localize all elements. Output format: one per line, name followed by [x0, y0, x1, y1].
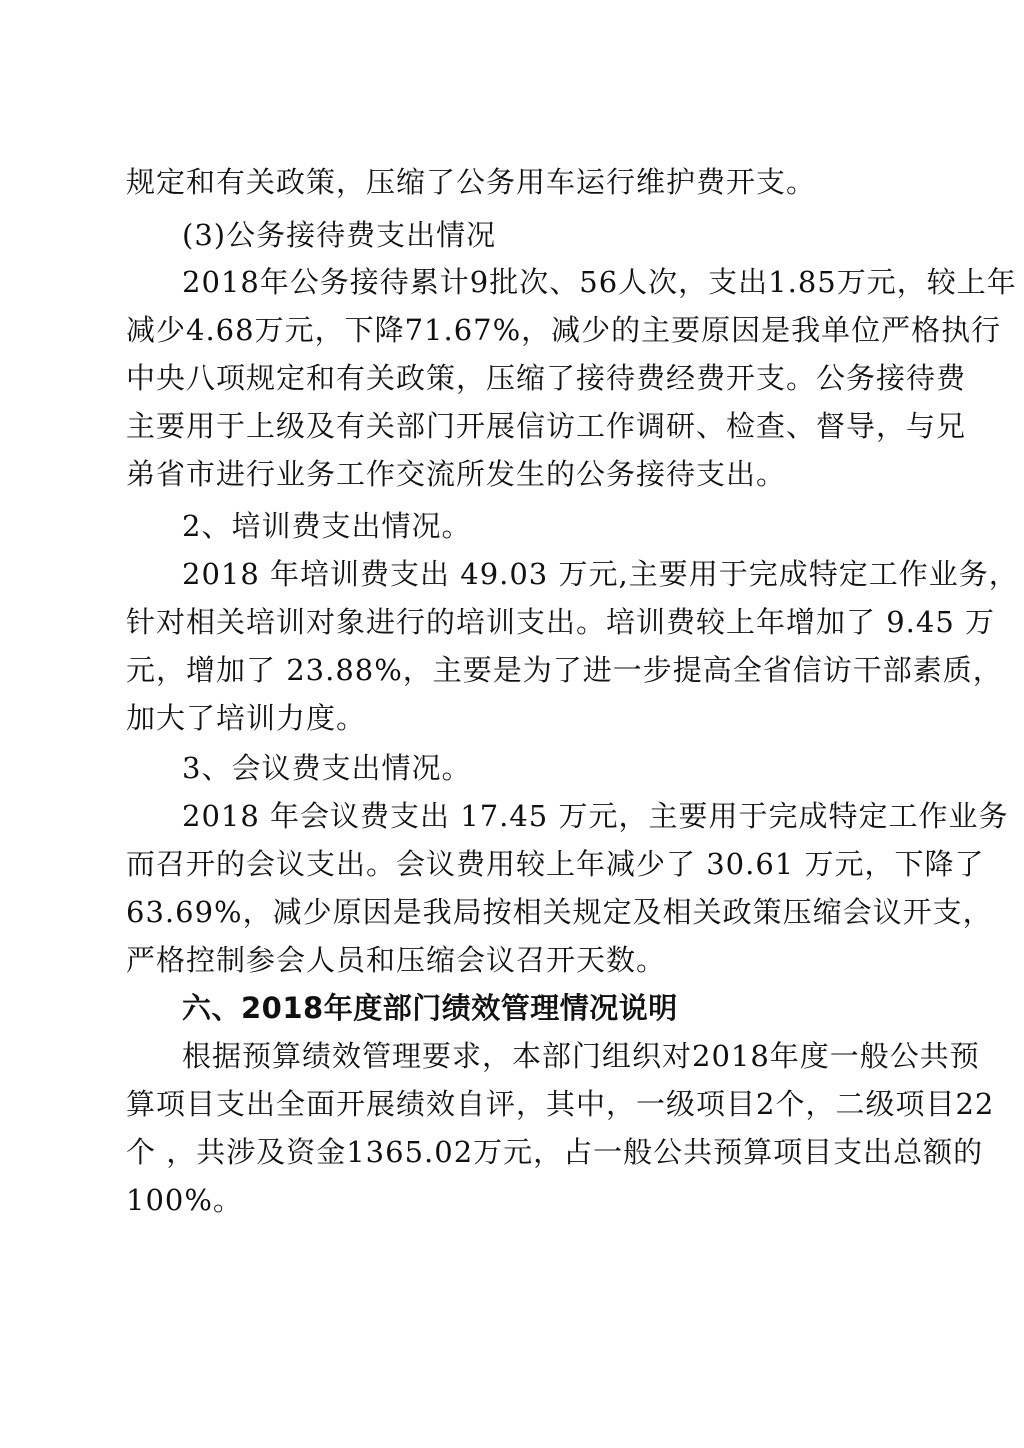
- text-line: 63.69%，减少原因是我局按相关规定及相关政策压缩会议开支，: [126, 895, 993, 929]
- text-line: 元，增加了 23.88%，主要是为了进一步提高全省信访干部素质，: [126, 653, 1003, 687]
- text-line: 个 ，共涉及资金1365.02万元，占一般公共预算项目支出总额的: [126, 1135, 984, 1169]
- text-line: 根据预算绩效管理要求，本部门组织对2018年度一般公共预: [182, 1039, 980, 1073]
- text-line: 中央八项规定和有关政策，压缩了接待费经费开支。公务接待费: [126, 361, 967, 395]
- section-heading: 六、2018年度部门绩效管理情况说明: [182, 991, 678, 1025]
- text-line: 100%。: [126, 1183, 243, 1217]
- text-line: 规定和有关政策，压缩了公务用车运行维护费开支。: [126, 165, 817, 199]
- text-line: 减少4.68万元，下降71.67%，减少的主要原因是我单位严格执行: [126, 313, 1002, 347]
- text-line: 2018 年培训费支出 49.03 万元,主要用于完成特定工作业务，: [182, 557, 1019, 591]
- text-line: 主要用于上级及有关部门开展信访工作调研、检查、督导，与兄: [126, 409, 967, 443]
- text-line: 2018 年会议费支出 17.45 万元，主要用于完成特定工作业务: [182, 799, 1009, 833]
- text-line: 严格控制参会人员和压缩会议召开天数。: [126, 943, 667, 977]
- text-line: 加大了培训力度。: [126, 701, 367, 735]
- text-line: 2018年公务接待累计9批次、56人次，支出1.85万元，较上年: [182, 265, 1017, 299]
- subsection-title: 2、培训费支出情况。: [182, 509, 472, 543]
- subsection-title: (3)公务接待费支出情况: [182, 218, 497, 252]
- text-line: 弟省市进行业务工作交流所发生的公务接待支出。: [126, 457, 787, 491]
- subsection-title: 3、会议费支出情况。: [182, 751, 472, 785]
- text-line: 算项目支出全面开展绩效自评，其中，一级项目2个，二级项目22: [126, 1087, 995, 1121]
- text-line: 针对相关培训对象进行的培训支出。培训费较上年增加了 9.45 万: [126, 605, 996, 639]
- text-line: 而召开的会议支出。会议费用较上年减少了 30.61 万元，下降了: [126, 847, 985, 881]
